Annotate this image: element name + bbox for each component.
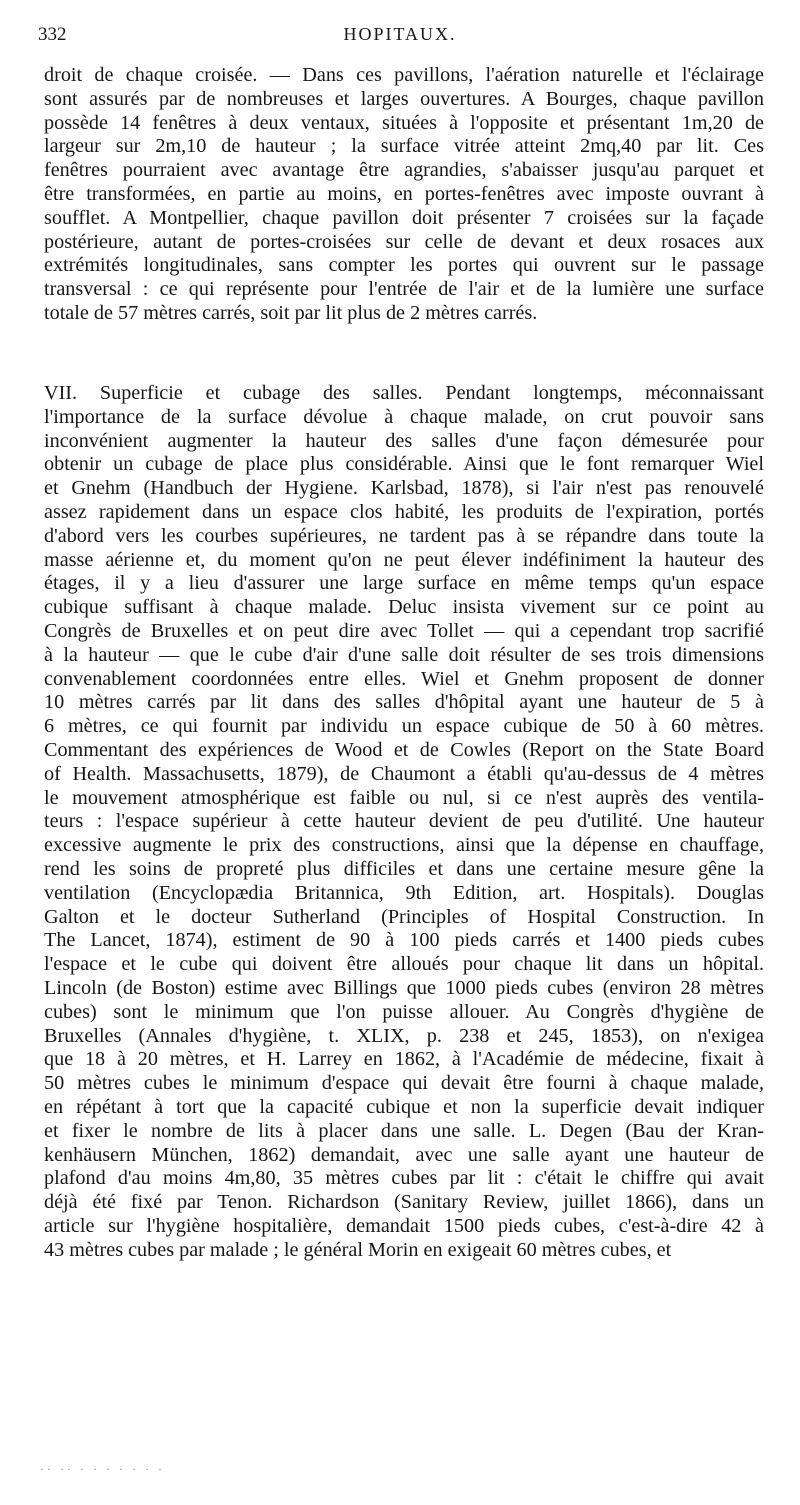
text-line: transversal : ce qui représente pour l'entrée de l'air et de la lumière une surface xyxy=(44,278,764,301)
text-line: totale de 57 mètres carrés, soit par lit plus de 2 mètres carrés. xyxy=(44,301,538,324)
header-title: HOPITAUX. xyxy=(343,24,457,44)
text-line: droit de chaque croisée. — Dans ces pavillons, l'aération naturelle et l'éclairage xyxy=(44,64,764,86)
text-line: possède 14 fenêtres à deux ventaux, situées à l'opposite et présentant 1m,20 de xyxy=(44,111,764,134)
text-line: obtenir un cubage de place plus considérable. Ainsi que le font remarquer Wiel xyxy=(44,453,764,476)
text-line: extrémités longitudinales, sans compter les portes qui ouvrent sur le passage xyxy=(44,254,764,277)
text-line: et Gnehm (Handbuch der Hygiene. Karlsbad, 1878), si l'air n'est pas renouvelé xyxy=(44,477,764,500)
text-line: rend les soins de propreté plus difficiles et dans une certaine mesure gêne la xyxy=(44,857,764,880)
text-line: masse aérienne et, du moment qu'on ne peut élever indéfiniment la hauteur des xyxy=(44,548,764,571)
text-line: déjà été fixé par Tenon. Richardson (Sanitary Review, juillet 1866), dans un xyxy=(44,1191,764,1214)
text-line: postérieure, autant de portes-croisées sur celle de devant et deux rosaces aux xyxy=(44,230,764,253)
text-line: of Health. Massachusetts, 1879), de Chaumont a établi qu'au-dessus de 4 mètres xyxy=(44,762,764,785)
text-line: étages, il y a lieu d'assurer une large surface en même temps qu'un espace xyxy=(44,572,764,595)
text-line: soufflet. A Montpellier, chaque pavillon doit présenter 7 croisées sur la façade xyxy=(44,206,764,229)
text-line: d'abord vers les courbes supérieures, ne tardent pas à se répandre dans toute la xyxy=(44,524,764,547)
running-head xyxy=(38,24,762,54)
text-line: kenhäusern München, 1862) demandait, avec une salle ayant une hauteur de xyxy=(44,1143,764,1166)
text-line: le mouvement atmosphérique est faible ou nul, si ce n'est auprès des ventila- xyxy=(44,786,764,809)
paragraph-surface-cubage xyxy=(44,382,764,1262)
text-line: et fixer le nombre de lits à placer dans une salle. L. Degen (Bau der Kran- xyxy=(44,1119,764,1142)
text-line: l'espace et le cube qui doivent être alloués pour chaque lit dans un hôpital. xyxy=(44,953,764,976)
text-line: sont assurés par de nombreuses et larges ouvertures. A Bourges, chaque pavillon xyxy=(44,87,764,110)
text-line: à la hauteur — que le cube d'air d'une salle doit résulter de ses trois dimensions xyxy=(44,643,764,666)
text-line: The Lancet, 1874), estiment de 90 à 100 pieds carrés et 1400 pieds cubes xyxy=(44,929,764,952)
text-line: en répétant à tort que la capacité cubique et non la superficie devait indiquer xyxy=(44,1095,764,1118)
text-line: excessive augmente le prix des constructions, ainsi que la dépense en chauffage, xyxy=(44,834,764,857)
text-line: VII. Superficie et cubage des salles. Pendant longtemps, méconnaissant xyxy=(44,382,764,404)
text-line: teurs : l'espace supérieur à cette hauteur devient de peu d'utilité. Une hauteur xyxy=(44,810,764,833)
text-line: Bruxelles (Annales d'hygiène, t. XLIX, p. 238 et 245, 1853), on n'exigea xyxy=(44,1024,764,1047)
text-line: 6 mètres, ce qui fournit par individu un espace cubique de 50 à 60 mètres. xyxy=(44,715,764,738)
text-line: assez rapidement dans un espace clos habité, les produits de l'expiration, portés xyxy=(44,500,764,523)
text-line: Galton et le docteur Sutherland (Principles of Hospital Construction. In xyxy=(44,905,764,928)
text-line: l'importance de la surface dévolue à chaque malade, on crut pouvoir sans xyxy=(44,405,764,428)
footer-marks: ·· ·· · · · · · · · xyxy=(40,1462,165,1476)
text-line: article sur l'hygiène hospitalière, demandait 1500 pieds cubes, c'est-à-dire 42 à xyxy=(44,1214,764,1237)
text-line: largeur sur 2m,10 de hauteur ; la surface vitrée atteint 2mq,40 par lit. Ces xyxy=(44,135,764,158)
text-line: être transformées, en partie au moins, en portes-fenêtres avec imposte ouvrant à xyxy=(44,182,764,205)
text-line: cubique suffisant à chaque malade. Deluc insista vivement sur ce point au xyxy=(44,596,764,619)
text-line: Congrès de Bruxelles et on peut dire avec Tollet — qui a cependant trop sacrifié xyxy=(44,619,764,642)
text-line: fenêtres pourraient avec avantage être agrandies, s'abaisser jusqu'au parquet et xyxy=(44,159,764,182)
text-line: 43 mètres cubes par malade ; le général Morin en exigeait 60 mètres cubes, et xyxy=(44,1238,672,1261)
text-line: Lincoln (de Boston) estime avec Billings que 1000 pieds cubes (environ 28 mètres xyxy=(44,976,764,999)
text-line: ventilation (Encyclopædia Britannica, 9th Edition, art. Hospitals). Douglas xyxy=(44,881,764,904)
text-line: cubes) sont le minimum que l'on puisse allouer. Au Congrès d'hygiène de xyxy=(44,1000,764,1023)
text-line: plafond d'au moins 4m,80, 35 mètres cubes par lit : c'était le chiffre qui avait xyxy=(44,1167,764,1190)
text-line: Commentant des expériences de Wood et de Cowles (Report on the State Board xyxy=(44,738,764,761)
text-line: inconvénient augmenter la hauteur des salles d'une façon démesurée pour xyxy=(44,429,764,452)
text-line: convenablement coordonnées entre elles. Wiel et Gnehm proposent de donner xyxy=(44,667,764,690)
page-number: 332 xyxy=(38,24,67,45)
text-line: 10 mètres carrés par lit dans des salles d'hôpital ayant une hauteur de 5 à xyxy=(44,691,764,714)
text-line: 50 mètres cubes le minimum d'espace qui devait être fourni à chaque malade, xyxy=(44,1072,764,1095)
text-line: que 18 à 20 mètres, et H. Larrey en 1862, à l'Académie de médecine, fixait à xyxy=(44,1048,764,1071)
paragraph-ventilation-windows xyxy=(44,64,764,326)
